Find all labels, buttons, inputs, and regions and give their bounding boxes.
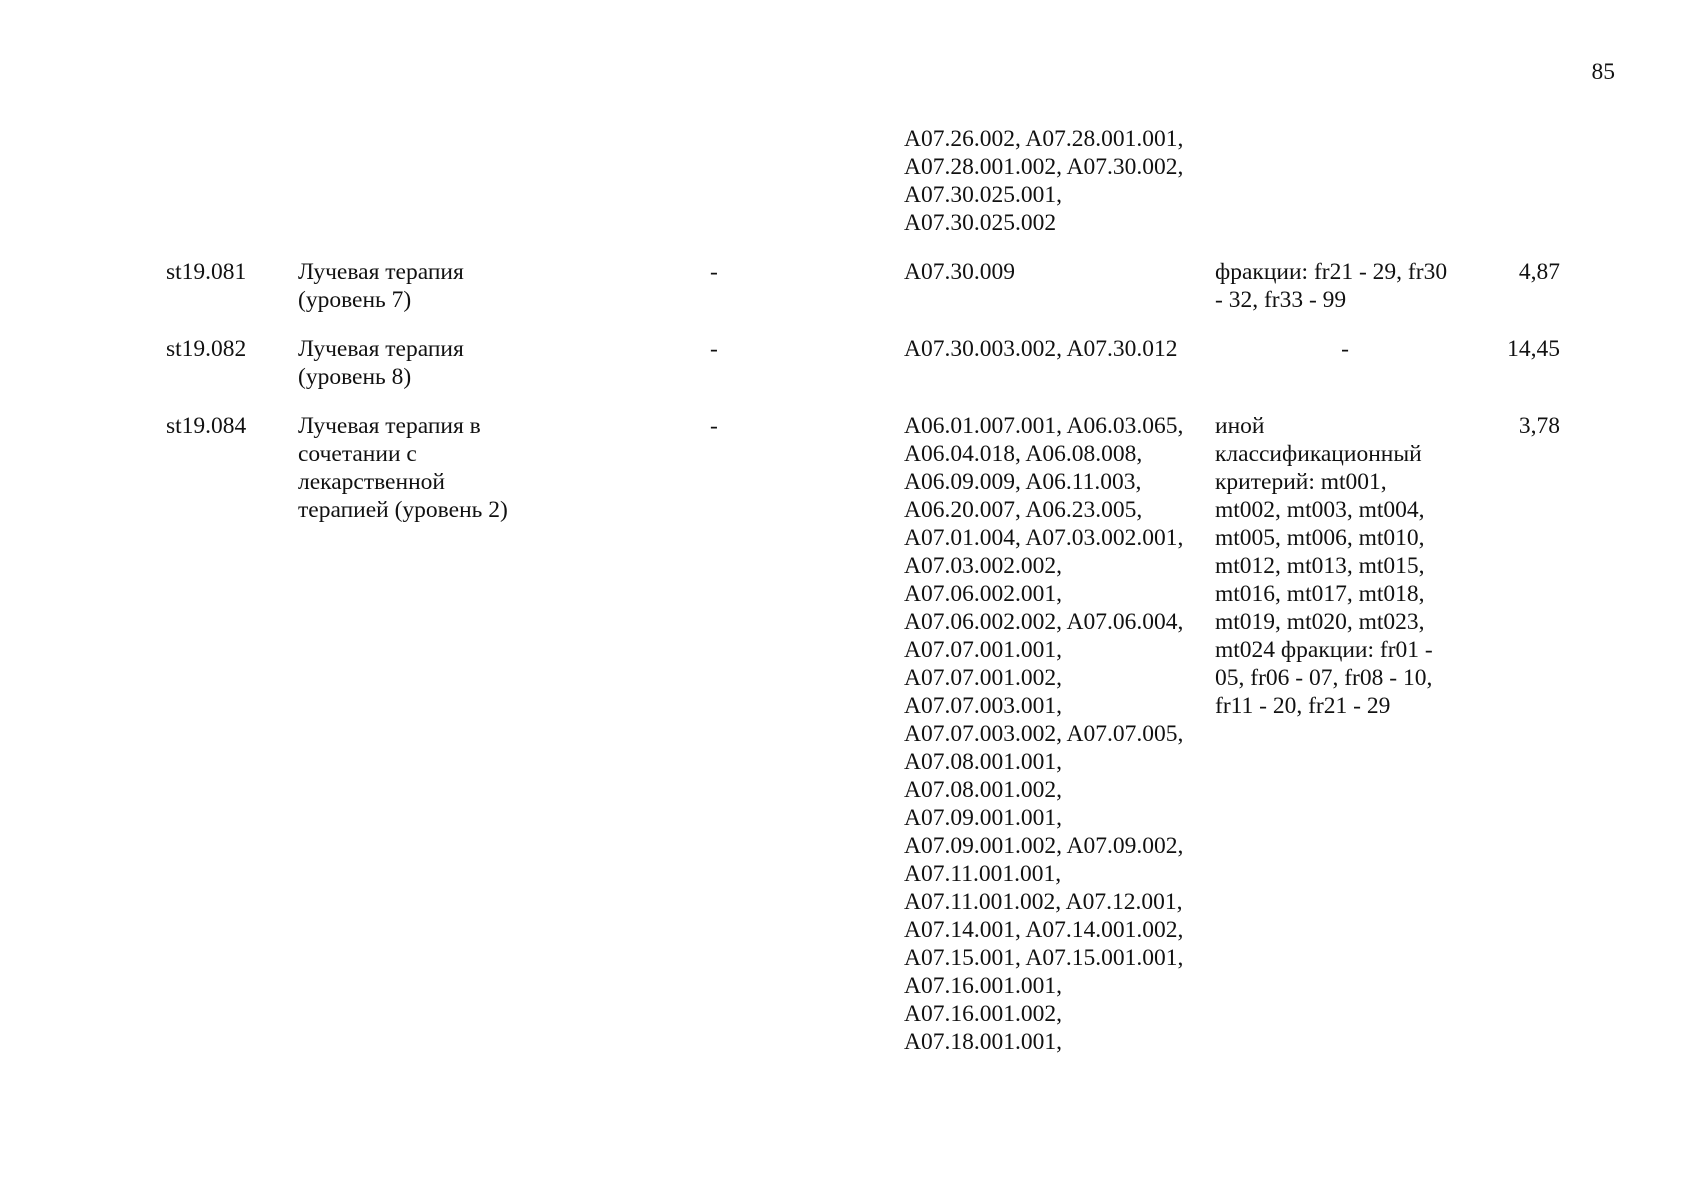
service-code-line: A07.11.001.002, A07.12.001, <box>904 889 1183 915</box>
service-codes <box>904 258 1222 286</box>
service-code-line: A07.09.001.001, <box>904 805 1062 831</box>
criteria-line: mt002, mt003, mt004, <box>1215 497 1425 523</box>
service-code-line: A07.30.003.002, A07.30.012 <box>904 336 1178 362</box>
criteria-line: mt019, mt020, mt023, <box>1215 609 1425 635</box>
service-code-line: A07.08.001.002, <box>904 777 1062 803</box>
ksg-name-line: (уровень 7) <box>298 287 412 313</box>
service-code-line: A07.07.001.001, <box>904 637 1062 663</box>
service-code-line: A06.09.009, A06.11.003, <box>904 469 1142 495</box>
service-code-line: A07.11.001.001, <box>904 861 1062 887</box>
ksg-name-line: лекарственной <box>298 469 445 495</box>
criteria-line: - <box>1341 336 1349 362</box>
service-code-line: A07.30.025.002 <box>904 210 1057 236</box>
diagnosis-codes: - <box>710 259 718 285</box>
criteria-line: mt005, mt006, mt010, <box>1215 525 1425 551</box>
ksg-name-line: терапией (уровень 2) <box>298 497 508 523</box>
cost-coefficient: 3,78 <box>1518 413 1560 439</box>
diagnosis-codes: - <box>710 336 718 362</box>
service-code-line: A07.30.025.001, <box>904 182 1062 208</box>
service-codes <box>904 125 1222 237</box>
cost-coefficient: 14,45 <box>1507 336 1560 362</box>
service-code-line: A07.30.009 <box>904 259 1015 285</box>
ksg-code: st19.082 <box>166 336 247 362</box>
criteria-line: - 32, fr33 - 99 <box>1215 287 1347 313</box>
service-code-line: A07.15.001, A07.15.001.001, <box>904 945 1184 971</box>
service-code-line: A07.14.001, A07.14.001.002, <box>904 917 1184 943</box>
service-code-line: A06.04.018, A06.08.008, <box>904 441 1143 467</box>
page-number: 85 <box>1591 59 1615 85</box>
service-code-line: A06.01.007.001, A06.03.065, <box>904 413 1184 439</box>
ksg-name <box>298 412 568 524</box>
service-code-line: A07.07.003.001, <box>904 693 1062 719</box>
ksg-name-line: (уровень 8) <box>298 364 412 390</box>
service-code-line: A07.07.001.002, <box>904 665 1062 691</box>
service-codes <box>904 335 1222 363</box>
service-code-line: A07.28.001.002, A07.30.002, <box>904 154 1184 180</box>
service-code-line: A07.09.001.002, A07.09.002, <box>904 833 1184 859</box>
service-code-line: A07.01.004, A07.03.002.001, <box>904 525 1184 551</box>
cost-coefficient: 4,87 <box>1518 259 1560 285</box>
criteria-line: fr11 - 20, fr21 - 29 <box>1215 693 1391 719</box>
service-code-line: A07.03.002.002, <box>904 553 1062 579</box>
ksg-name-line: Лучевая терапия <box>298 336 464 362</box>
service-code-line: A07.06.002.001, <box>904 581 1062 607</box>
ksg-name-line: сочетании с <box>298 441 417 467</box>
criteria-line: фракции: fr21 - 29, fr30 <box>1215 259 1448 285</box>
ksg-code: st19.084 <box>166 413 247 439</box>
criteria-line: критерий: mt001, <box>1215 469 1387 495</box>
service-code-line: A07.16.001.001, <box>904 973 1062 999</box>
criteria-line: mt016, mt017, mt018, <box>1215 581 1425 607</box>
service-code-line: A07.06.002.002, A07.06.004, <box>904 609 1184 635</box>
ksg-name <box>298 335 568 391</box>
service-code-line: A07.07.003.002, A07.07.005, <box>904 721 1184 747</box>
criteria-line: 05, fr06 - 07, fr08 - 10, <box>1215 665 1433 691</box>
service-code-line: A07.26.002, A07.28.001.001, <box>904 126 1184 152</box>
service-code-line: A07.16.001.002, <box>904 1001 1062 1027</box>
criteria-line: mt012, mt013, mt015, <box>1215 553 1425 579</box>
service-code-line: A07.08.001.001, <box>904 749 1062 775</box>
criteria-line: классификационный <box>1215 441 1422 467</box>
service-code-line: A06.20.007, A06.23.005, <box>904 497 1143 523</box>
criteria-line: mt024 фракции: fr01 - <box>1215 637 1433 663</box>
other-criteria <box>1215 335 1475 363</box>
service-code-line: A07.18.001.001, <box>904 1029 1062 1055</box>
ksg-name <box>298 258 568 314</box>
ksg-code: st19.081 <box>166 259 247 285</box>
other-criteria <box>1215 412 1475 720</box>
criteria-line: иной <box>1215 413 1265 439</box>
ksg-name-line: Лучевая терапия <box>298 259 464 285</box>
other-criteria <box>1215 258 1475 314</box>
service-codes <box>904 412 1222 1056</box>
ksg-name-line: Лучевая терапия в <box>298 413 481 439</box>
diagnosis-codes: - <box>710 413 718 439</box>
